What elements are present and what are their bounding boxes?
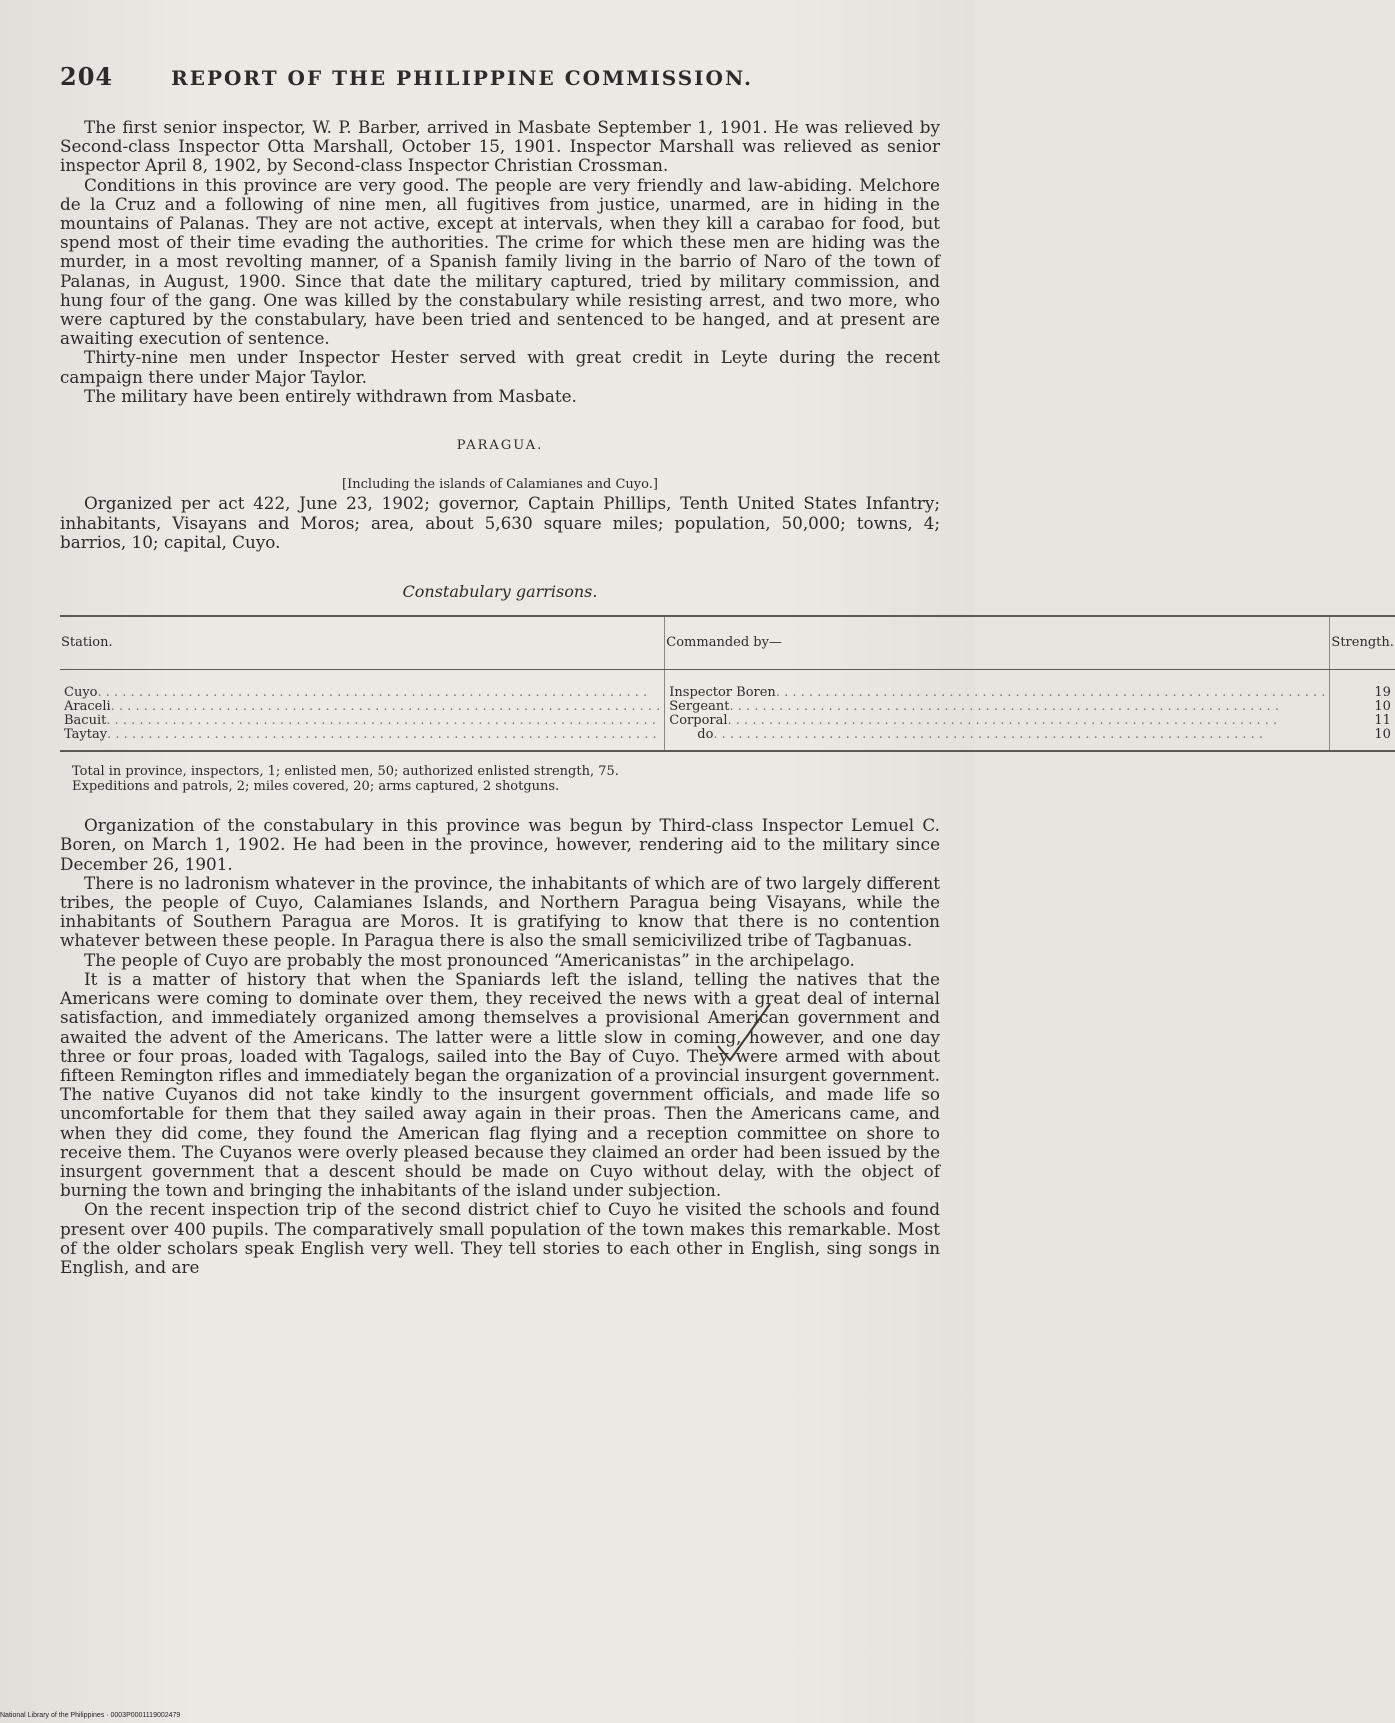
body-continued bbox=[60, 816, 940, 1277]
garrisons-table bbox=[60, 615, 1395, 752]
paragraph: The first senior inspector, W. P. Barber, arrived in Masbate September 1, 1901. He was relieved by Second-class Inspector Otta Marshall, October 15, 1901. Inspector Marshall was relieved as senior inspector April 8, 1902, by Second-class Inspector Christian Crossman. bbox=[60, 117, 940, 176]
strength-cell: 10 bbox=[1330, 700, 1395, 714]
section-title: PARAGUA. bbox=[456, 438, 544, 454]
paragraph: The military have been entirely withdrawn from Masbate. bbox=[84, 385, 577, 406]
paragraph: Conditions in this province are very good. The people are very friendly and law-abiding. Melchore de la Cruz and a following of nine men, all fugitives from justice, unarmed, are in hiding in the mountains of Palanas. They are not active, except at intervals, when they kill a carabao for food, but spend most of their time evading the authorities. The crime for which these men are hiding was the murder, in a most revolting manner, of a Spanish family living in the barrio of Naro of the town of Palanas, in August, 1900. Since that date the military captured, tried by military commission, and hung four of the gang. One was killed by the constabulary while resisting arrest, and two more, who were captured by the constabulary, have been tried and sentenced to be hanged, and at present are awaiting execution of sentence. bbox=[60, 174, 940, 349]
station-cell: Araceli . . . bbox=[60, 700, 665, 714]
paragraph: Thirty-nine men under Inspector Hester served with great credit in Leyte during the recent campaign there under Major Taylor. bbox=[60, 347, 940, 387]
strength-cell: 10 bbox=[1330, 728, 1395, 751]
station-cell: Taytay . . . bbox=[60, 728, 665, 751]
column-header-commander: Commanded by— bbox=[665, 616, 1330, 670]
commander-cell: Corporal . . . bbox=[665, 714, 1330, 728]
strength-cell: 19 bbox=[1330, 670, 1395, 701]
table-title: Constabulary garrisons. bbox=[402, 582, 598, 602]
commander-cell: do . . . bbox=[665, 728, 1330, 751]
commander-cell: Inspector Boren . . . bbox=[665, 670, 1330, 701]
page-body bbox=[60, 117, 1394, 1277]
paragraph: It is a matter of history that when the Spaniards left the island, telling the natives that the Americans were coming to dominate over them, they received the news with a great deal of internal satisfaction, and immediately organized among themselves a provisional American government and awaited the advent of the Americans. The latter were a little slow in coming, however, and one day three or four proas, loaded with Tagalogs, sailed into the Bay of Cuyo. They were armed with about fifteen Remington rifles and immediately began the organization of a provincial insurgent government. The native Cuyanos did not take kindly to the insurgent government officials, and made life so uncomfortable for them that they sailed away again in their proas. Then the Americans came, and when they did come, they found the American flag flying and a reception committee on shore to receive them. The Cuyanos were overly pleased because they claimed an order had been issued by the insurgent government that a descent should be made on Cuyo without delay, with the object of burning the town and bringing the inhabitants of the island under subjection. bbox=[60, 968, 940, 1201]
column-header-strength: Strength. bbox=[1330, 616, 1395, 670]
strength-cell: 11 bbox=[1330, 714, 1395, 728]
running-head: REPORT OF THE PHILIPPINE COMMISSION. bbox=[171, 66, 753, 90]
organized-paragraph: Organized per act 422, June 23, 1902; governor, Captain Phillips, Tenth United States Infantry; inhabitants, Visayans and Moros; area, about 5,630 square miles; population, 50,000; towns, 4; barrios, 10; capital, Cuyo. bbox=[60, 493, 940, 552]
table-header-row bbox=[60, 616, 1395, 670]
table-row bbox=[60, 714, 1395, 728]
paragraph: On the recent inspection trip of the second district chief to Cuyo he visited the schools and found present over 400 pupils. The comparatively small population of the town makes this remarkable. Most of the older scholars speak English very well. They tell stories to each other in English, sing songs in English, and are bbox=[60, 1199, 940, 1277]
section-subtitle: [Including the islands of Calamianes and Cuyo.] bbox=[342, 477, 658, 493]
paragraph: There is no ladronism whatever in the province, the inhabitants of which are of two largely different tribes, the people of Cuyo, Calamianes Islands, and Northern Paragua being Visayans, while the inhabitants of Southern Paragua are Moros. It is gratifying to know that there is no contention whatever between these people. In Paragua there is also the small semicivilized tribe of Tagbanuas. bbox=[60, 872, 940, 951]
station-cell: Cuyo . . . bbox=[60, 670, 665, 701]
paragraph: The people of Cuyo are probably the most pronounced “Americanistas” in the archipelago. bbox=[84, 949, 855, 970]
page-header bbox=[60, 62, 940, 91]
table-totals bbox=[60, 764, 940, 794]
page-number: 204 bbox=[60, 62, 114, 91]
table-row bbox=[60, 728, 1395, 751]
totals-line: Total in province, inspectors, 1; enlisted men, 50; authorized enlisted strength, 75. bbox=[72, 764, 619, 780]
station-cell: Bacuit . . . bbox=[60, 714, 665, 728]
totals-line: Expeditions and patrols, 2; miles covered, 20; arms captured, 2 shotguns. bbox=[72, 779, 560, 795]
table-row bbox=[60, 700, 1395, 714]
paragraph: Organization of the constabulary in this province was begun by Third-class Inspector Lemuel C. Boren, on March 1, 1902. He had been in the province, however, rendering aid to the military since December 26, 1901. bbox=[60, 815, 940, 874]
column-header-station: Station. bbox=[60, 616, 665, 670]
pencil-check-mark-icon bbox=[714, 1002, 774, 1062]
table-row bbox=[60, 670, 1395, 701]
commander-cell: Sergeant . . . bbox=[665, 700, 1330, 714]
scan-footer: National Library of the Philippines · 0003P0001119002479 bbox=[0, 1712, 181, 1719]
